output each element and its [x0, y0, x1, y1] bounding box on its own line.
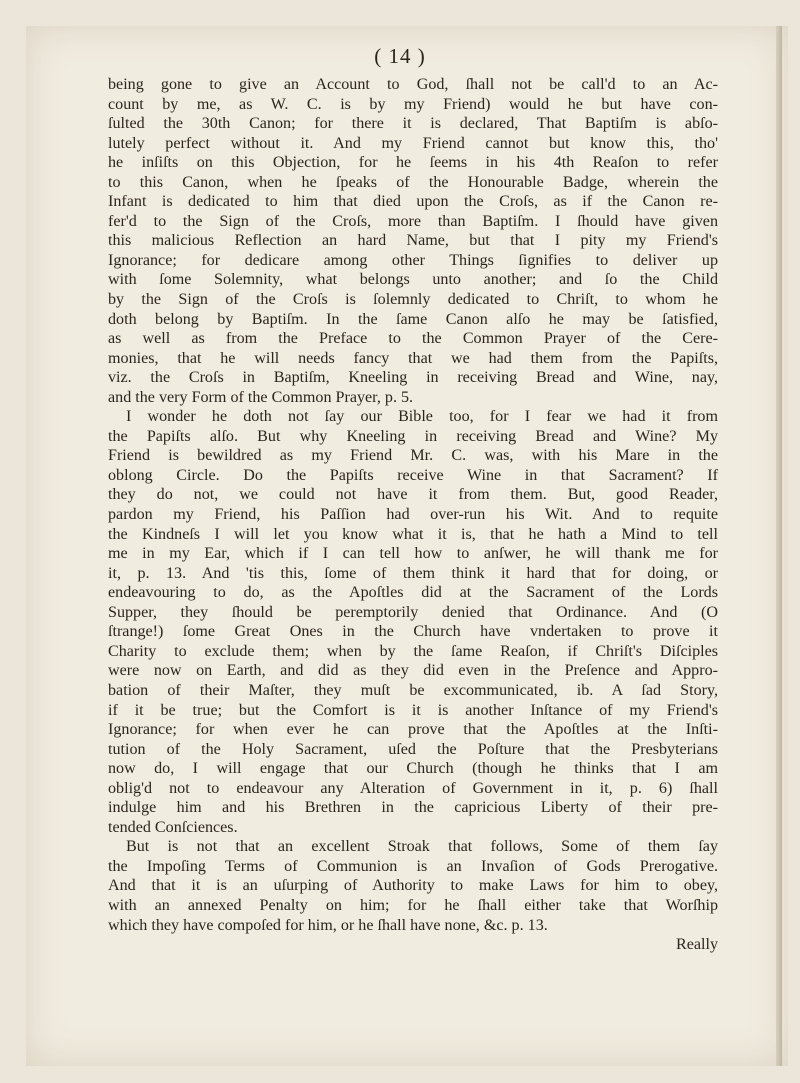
text-line: I wonder he doth not ſay our Bible too, for I fear we had it from — [126, 408, 718, 426]
text-line: viz. the Croſs in Baptiſm, Kneeling in receiving Bread and Wine, nay, — [108, 369, 718, 387]
text-line: doth belong by Baptiſm. In the ſame Canon alſo he may be ſatisfied, — [108, 310, 718, 328]
text-line: ſulted the 30th Canon; for there it is declared, That Baptiſm is abſo- — [108, 115, 718, 133]
text-line: Infant is dedicated to him that died upon the Croſs, as if the Canon re- — [108, 193, 718, 211]
text-line: they do not, we could not have it from them. But, good Reader, — [108, 486, 718, 504]
text-line: oblig'd not to endeavour any Alteration of Government in it, p. 6) ſhall — [108, 779, 718, 797]
text-line: to this Canon, when he ſpeaks of the Honourable Badge, wherein the — [108, 173, 718, 191]
text-line: ſtrange!) ſome Great Ones in the Church have vndertaken to prove it — [108, 623, 718, 641]
text-line: being gone to give an Account to God, ſhall not be call'd to an Ac- — [108, 76, 718, 93]
text-line: Charity to exclude them; when by the ſame Reaſon, if Chriſt's Diſciples — [108, 642, 718, 660]
text-line: Supper, they ſhould be peremptorily denied that Ordinance. And (O — [108, 603, 718, 621]
text-line: with an annexed Penalty on him; for he ſhall either take that Worſhip — [108, 896, 718, 914]
text-line: if it be true; but the Comfort is it is another Inſtance of my Friend's — [108, 701, 718, 719]
catchword: Really — [675, 936, 718, 954]
text-line: tended Conſciences. — [108, 818, 238, 836]
text-line: oblong Circle. Do the Papiſts receive Wine in that Sacrament? If — [108, 466, 718, 484]
text-line: the Kindneſs I will let you know what it is, that he hath a Mind to tell — [108, 525, 718, 543]
text-line: Ignorance; for dedicare among other Things ſignifies to deliver up — [108, 251, 718, 269]
text-line: But is not that an excellent Stroak that follows, Some of them ſay — [126, 838, 718, 856]
text-line: endeavouring to do, as the Apoſtles did at the Sacrament of the Lords — [108, 584, 718, 602]
text-line: fer'd to the Sign of the Croſs, more than Baptiſm. I ſhould have given — [108, 212, 718, 230]
text-line: which they have compoſed for him, or he ſhall have none, &c. p. 13. — [108, 916, 548, 934]
text-line: count by me, as W. C. is by my Friend) would he but have con- — [108, 95, 718, 113]
text-line: the Papiſts alſo. But why Kneeling in receiving Bread and Wine? My — [108, 427, 718, 445]
text-line: the Impoſing Terms of Communion is an Invaſion of Gods Prerogative. — [108, 857, 718, 875]
text-line: tution of the Holy Sacrament, uſed the Poſture that the Presbyterians — [108, 740, 718, 758]
paragraph-container — [108, 75, 718, 935]
text-line: indulge him and his Brethren in the capricious Liberty of their pre- — [108, 799, 718, 817]
text-line: pardon my Friend, his Paſſion had over-run his Wit. And to requite — [108, 506, 718, 524]
text-line: it, p. 13. And 'tis this, ſome of them think it hard that for doing, or — [108, 564, 718, 582]
text-line: monies, that he will needs fancy that we had them from the Papiſts, — [108, 349, 718, 367]
text-line: he inſiſts on this Objection, for he ſeems in his 4th Reaſon to refer — [108, 154, 718, 172]
page-edge-shadow — [776, 26, 782, 1066]
text-line: me in my Ear, which if I can tell how to anſwer, he will thank me for — [108, 545, 718, 563]
text-line: bation of their Maſter, they muſt be excommunicated, ib. A ſad Story, — [108, 681, 718, 699]
text-line: Ignorance; for when ever he can prove that the Apoſtles at the Inſti- — [108, 721, 718, 739]
body-text — [108, 75, 718, 955]
text-line: now do, I will engage that our Church (though he thinks that I am — [108, 760, 718, 778]
text-line: this malicious Reflection an hard Name, but that I pity my Friend's — [108, 232, 718, 250]
text-line: Friend is bewildred as my Friend Mr. C. was, with his Mare in the — [108, 447, 718, 465]
text-line: as well as from the Preface to the Common Prayer of the Cere- — [108, 330, 718, 348]
text-line: And that it is an uſurping of Authority to make Laws for him to obey, — [108, 877, 718, 895]
text-line: lutely perfect without it. And my Friend cannot but know this, tho' — [108, 134, 718, 152]
text-line: with ſome Solemnity, what belongs unto another; and ſo the Child — [108, 271, 718, 289]
text-line: by the Sign of the Croſs is ſolemnly dedicated to Chriſt, to whom he — [108, 291, 718, 309]
page-number: ( 14 ) — [374, 44, 426, 68]
text-line: were now on Earth, and did as they did even in the Preſence and Appro- — [108, 662, 718, 680]
text-line: and the very Form of the Common Prayer, p. 5. — [108, 388, 414, 406]
